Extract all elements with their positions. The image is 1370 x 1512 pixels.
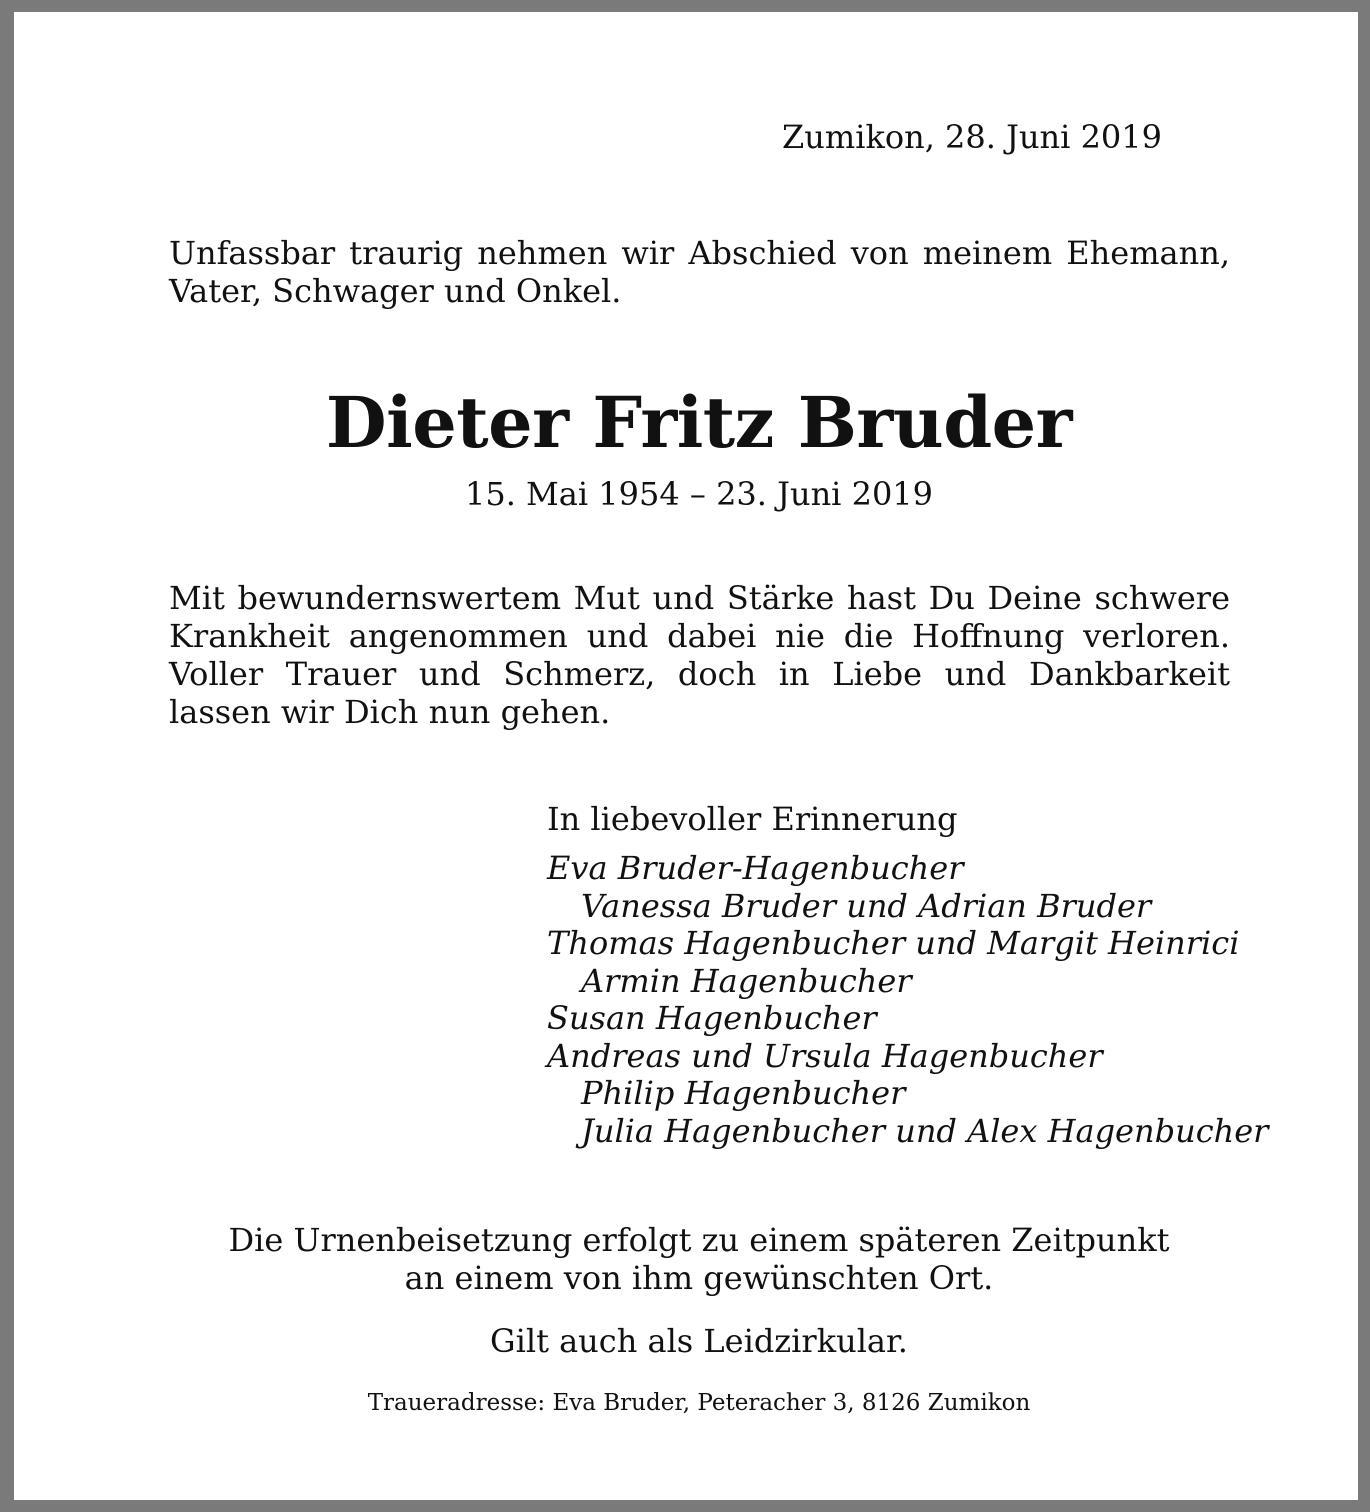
mourner-name: Vanessa Bruder und Adrian Bruder — [581, 886, 1152, 925]
mourner-name: Armin Hagenbucher — [581, 961, 912, 1000]
mourner-name: Thomas Hagenbucher und Margit Heinrici — [547, 924, 1240, 962]
memory-heading: In liebevoller Erinnerung — [547, 800, 958, 838]
mourner-name: Philip Hagenbucher — [581, 1074, 906, 1112]
mourner-name: Julia Hagenbucher und Alex Hagenbucher — [581, 1111, 1269, 1150]
burial-line: Die Urnenbeisetzung erfolgt zu einem späteren Zeitpunkt — [228, 1221, 1170, 1259]
mourner-name: Eva Bruder-Hagenbucher — [547, 849, 964, 887]
lifespan-dates: 15. Mai 1954 – 23. Juni 2019 — [464, 475, 934, 513]
place-date: Zumikon, 28. Juni 2019 — [782, 118, 1162, 156]
circular-note: Gilt auch als Leidzirkular. — [490, 1322, 908, 1360]
mourner-name: Susan Hagenbucher — [547, 999, 877, 1037]
intro-text: Unfassbar traurig nehmen wir Abschied von meinem Ehemann, Vater, Schwager und Onkel. — [169, 234, 1230, 310]
farewell-text: Mit bewundernswertem Mut und Stärke hast Du Deine schwere Krankheit angenommen und dabei nie die Hoffnung verloren. Voller Trauer und Schmerz, doch in Liebe und Dankbarkeit lassen wir Dich nun gehen. — [169, 579, 1230, 731]
deceased-name: Dieter Fritz Bruder — [325, 381, 1073, 464]
burial-info — [14, 1221, 1370, 1297]
mourner-name: Andreas und Ursula Hagenbucher — [547, 1036, 1103, 1075]
burial-line: an einem von ihm gewünschten Ort. — [404, 1259, 994, 1297]
mourners-list — [547, 850, 1268, 1150]
mourning-address: Traueradresse: Eva Bruder, Peteracher 3, 8126 Zumikon — [367, 1390, 1031, 1416]
